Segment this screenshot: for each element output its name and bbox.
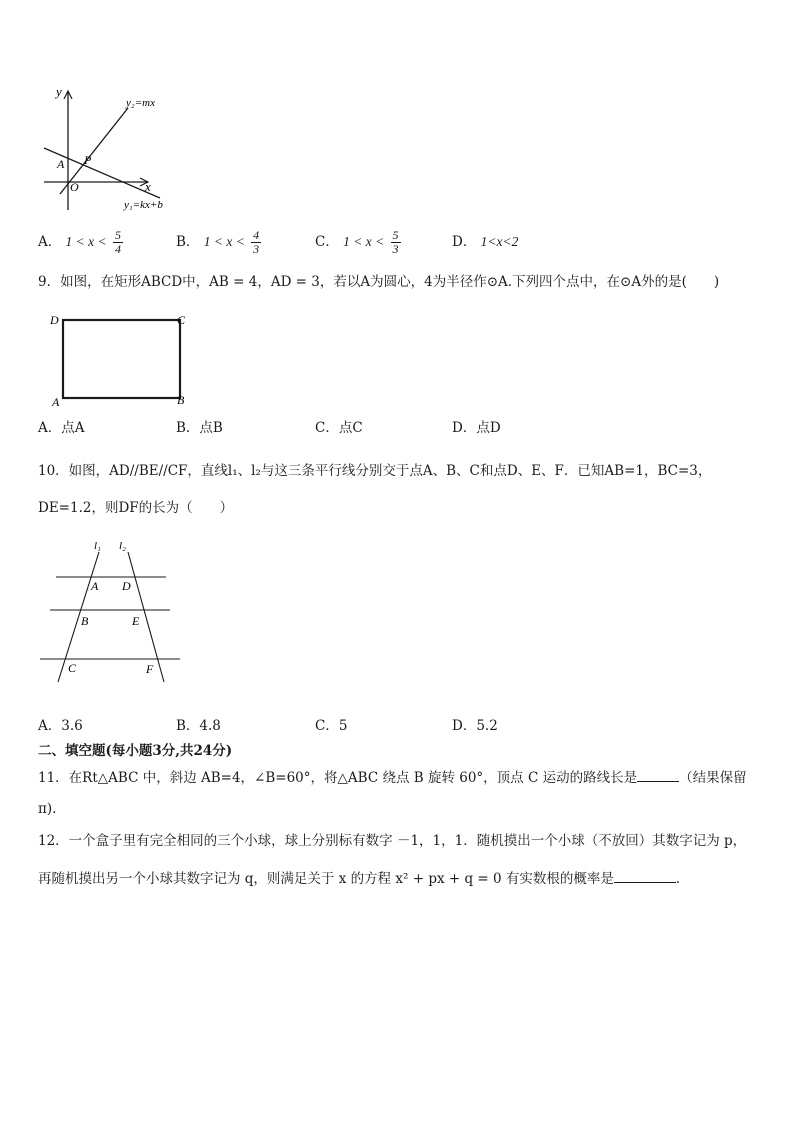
q9-option-b[interactable]: [176, 419, 223, 437]
vertex-a: A: [52, 395, 60, 409]
line1-label: y₁=kx+b: [124, 199, 163, 211]
q12-line1: 12．一个盒子里有完全相同的三个小球，球上分别标有数字 －1，1，1．随机摸出一个小球（不放回）其数字记为 p，: [38, 833, 747, 849]
x-axis-label: x: [145, 179, 151, 194]
option-text: 1 < x <: [343, 234, 385, 249]
q8-option-d[interactable]: [452, 233, 518, 251]
point-f: F: [146, 662, 154, 676]
q11-line1: [38, 769, 747, 787]
q11-text: 11．在Rt△ABC 中，斜边 AB=4，∠B=60°，将△ABC 绕点 B 旋转 60°，顶点 C 运动的路线长是: [38, 770, 638, 786]
option-text: 1<x<2: [480, 234, 519, 249]
denominator: 4: [114, 242, 121, 256]
point-a: A: [91, 579, 99, 593]
numerator: 5: [392, 228, 399, 242]
label-l1: l₁: [94, 540, 101, 552]
option-text: 4.8: [199, 718, 221, 734]
denominator: 3: [253, 242, 260, 256]
y-axis-label: y: [56, 84, 62, 99]
q11-text-tail: （结果保留: [679, 770, 747, 786]
q9-option-c[interactable]: [315, 419, 363, 437]
option-letter: A．: [38, 234, 62, 250]
q8-graph: [36, 84, 186, 214]
q9-rectangle-figure: [44, 310, 204, 410]
rectangle-abcd: [63, 320, 180, 398]
q10-option-a[interactable]: [38, 717, 83, 735]
q12-text-tail: ．: [675, 871, 690, 887]
option-letter: B．: [176, 718, 200, 734]
option-letter: D．: [452, 718, 477, 734]
fraction: [391, 229, 401, 256]
q10-stem-line2: DE=1.2，则DF的长为（ ）: [38, 500, 234, 516]
q8-option-a[interactable]: [38, 229, 123, 256]
point-b: B: [81, 614, 89, 628]
point-d: D: [122, 579, 131, 593]
option-letter: A．: [38, 718, 62, 734]
option-letter: D．: [452, 234, 477, 250]
section-title: 二、填空题(每小题3分,共24分): [38, 743, 233, 759]
q10-option-c[interactable]: [315, 717, 347, 735]
line2-label: y₂=mx: [126, 97, 155, 109]
vertex-b: B: [177, 393, 185, 407]
option-text: 1 < x <: [203, 234, 245, 249]
option-text: 3.6: [61, 718, 83, 734]
option-text: 点A: [61, 420, 85, 436]
option-text: 点D: [476, 420, 501, 436]
fraction: [251, 229, 261, 256]
q11-line2: π).: [38, 801, 57, 817]
option-letter: C．: [315, 718, 339, 734]
denominator: 3: [392, 242, 399, 256]
option-text: 5: [338, 718, 348, 734]
point-e: E: [132, 614, 140, 628]
q12-line2: [38, 870, 689, 888]
numerator: 4: [253, 228, 260, 242]
q10-stem-line1: 10．如图，AD//BE//CF，直线l₁、l₂与这三条平行线分别交于点A、B、C和点D、E、F．已知AB=1，BC=3，: [38, 463, 712, 479]
q10-option-b[interactable]: [176, 717, 221, 735]
answer-blank[interactable]: [637, 781, 679, 782]
option-text: 1 < x <: [65, 234, 107, 249]
option-letter: B．: [176, 420, 200, 436]
option-letter: B．: [176, 234, 200, 250]
q12-text: 再随机摸出另一个小球其数字记为 q，则满足关于 x 的方程 x² + px + q = 0 有实数根的概率是: [38, 871, 614, 887]
q10-option-d[interactable]: [452, 717, 498, 735]
q9-stem: 9．如图，在矩形ABCD中，AB = 4，AD = 3，若以A为圆心，4为半径作⊙A.下列四个点中，在⊙A外的是( ): [38, 274, 720, 290]
option-text: 点C: [338, 420, 363, 436]
origin-label: O: [70, 180, 79, 194]
option-text: 5.2: [476, 718, 498, 734]
line-l1: [58, 552, 99, 682]
option-letter: D．: [452, 420, 477, 436]
vertex-d: D: [50, 313, 59, 327]
label-l2: l₂: [119, 540, 126, 552]
point-p-label: P: [84, 153, 92, 167]
q8-option-c[interactable]: [315, 229, 401, 256]
answer-blank[interactable]: [614, 882, 676, 883]
option-letter: A．: [38, 420, 62, 436]
q8-option-b[interactable]: [176, 229, 261, 256]
option-text: 点B: [199, 420, 223, 436]
q9-option-a[interactable]: [38, 419, 85, 437]
vertex-c: C: [177, 313, 186, 327]
numerator: 5: [114, 228, 121, 242]
q10-parallel-lines-figure: [38, 536, 188, 688]
point-a-label: A: [57, 157, 65, 171]
line-y1: [44, 148, 160, 198]
q9-option-d[interactable]: [452, 419, 501, 437]
option-letter: C．: [315, 234, 339, 250]
fraction: [113, 229, 123, 256]
point-c: C: [68, 661, 77, 675]
option-letter: C．: [315, 420, 339, 436]
